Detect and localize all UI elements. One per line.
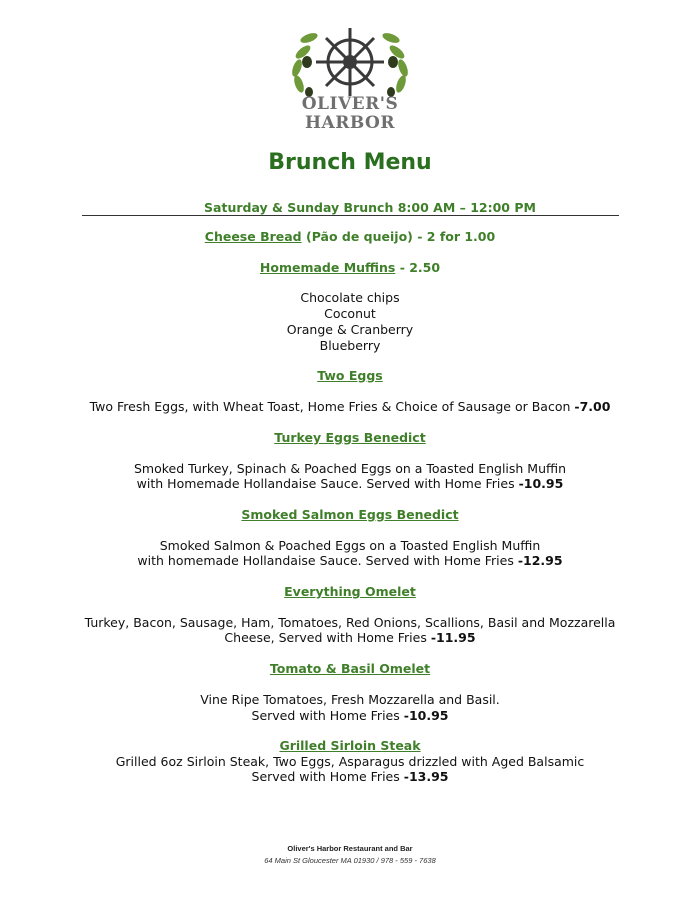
tomato-omelet-heading: [0, 661, 700, 676]
everything-omelet-desc2-text: Cheese, Served with Home Fries: [224, 630, 427, 645]
tomato-omelet-heading-text: Tomato & Basil Omelet: [269, 661, 431, 676]
turkey-benedict-desc2: [0, 476, 700, 491]
turkey-benedict-price: -10.95: [518, 476, 564, 491]
salmon-benedict-desc2-text: with homemade Hollandaise Sauce. Served with Home Fries: [137, 553, 514, 568]
footer-restaurant-name: Oliver's Harbor Restaurant and Bar: [287, 844, 413, 853]
turkey-benedict-desc2-text: with Homemade Hollandaise Sauce. Served with Home Fries: [136, 476, 515, 491]
muffin-flavor: Blueberry: [319, 338, 381, 353]
sirloin-price: -13.95: [403, 769, 449, 784]
tomato-omelet-desc2-text: Served with Home Fries: [251, 708, 400, 723]
muffins-item: [0, 260, 700, 275]
two-eggs-price: -7.00: [574, 399, 611, 414]
sirloin-desc1: Grilled 6oz Sirloin Steak, Two Eggs, Asparagus drizzled with Aged Balsamic: [115, 754, 585, 769]
divider: [82, 215, 619, 216]
two-eggs-heading: [0, 368, 700, 383]
two-eggs-description: [0, 399, 700, 414]
muffins-price: - 2.50: [395, 260, 441, 275]
muffin-flavor: Coconut: [324, 306, 376, 321]
salmon-benedict-heading-text: Smoked Salmon Eggs Benedict: [241, 507, 459, 522]
two-eggs-desc-text: Two Fresh Eggs, with Wheat Toast, Home Fries & Choice of Sausage or Bacon: [89, 399, 571, 414]
brand-name-line1: OLIVER'S: [301, 94, 399, 114]
muffin-flavor: Chocolate chips: [300, 290, 400, 305]
tomato-omelet-desc1: Vine Ripe Tomatoes, Fresh Mozzarella and Basil.: [200, 692, 500, 707]
everything-omelet-heading: [0, 584, 700, 599]
cheese-bread-heading: Cheese Bread: [204, 229, 302, 244]
salmon-benedict-desc2: [0, 553, 700, 568]
salmon-benedict-heading: [0, 507, 700, 522]
brand-name-line2: HARBOR: [304, 113, 395, 133]
everything-omelet-desc2: [0, 630, 700, 645]
salmon-benedict-desc1: Smoked Salmon & Poached Eggs on a Toasted English Muffin: [159, 538, 541, 553]
turkey-benedict-heading: [0, 430, 700, 445]
footer-address: 64 Main St Gloucester MA 01930 / 978 - 559 - 7638: [264, 856, 436, 865]
muffin-flavor: Orange & Cranberry: [286, 322, 414, 337]
sirloin-desc2-text: Served with Home Fries: [251, 769, 400, 784]
turkey-benedict-desc1: Smoked Turkey, Spinach & Poached Eggs on a Toasted English Muffin: [133, 461, 567, 476]
brunch-hours: Saturday & Sunday Brunch 8:00 AM – 12:00 PM: [204, 200, 536, 215]
salmon-benedict-price: -12.95: [517, 553, 563, 568]
tomato-omelet-desc2: [0, 708, 700, 723]
everything-omelet-desc1: Turkey, Bacon, Sausage, Ham, Tomatoes, Red Onions, Scallions, Basil and Mozzarella: [84, 615, 616, 630]
muffins-heading: Homemade Muffins: [259, 260, 396, 275]
cheese-bread-detail: (Pão de queijo) - 2 for 1.00: [301, 229, 496, 244]
everything-omelet-price: -11.95: [430, 630, 476, 645]
tomato-omelet-price: -10.95: [403, 708, 449, 723]
sirloin-heading: [0, 738, 700, 753]
everything-omelet-heading-text: Everything Omelet: [284, 584, 416, 599]
cheese-bread-item: [0, 229, 700, 244]
two-eggs-heading-text: Two Eggs: [317, 368, 383, 383]
menu-title: Brunch Menu: [268, 150, 432, 175]
sirloin-desc2: [0, 769, 700, 784]
turkey-benedict-heading-text: Turkey Eggs Benedict: [274, 430, 426, 445]
sirloin-heading-text: Grilled Sirloin Steak: [279, 738, 421, 753]
